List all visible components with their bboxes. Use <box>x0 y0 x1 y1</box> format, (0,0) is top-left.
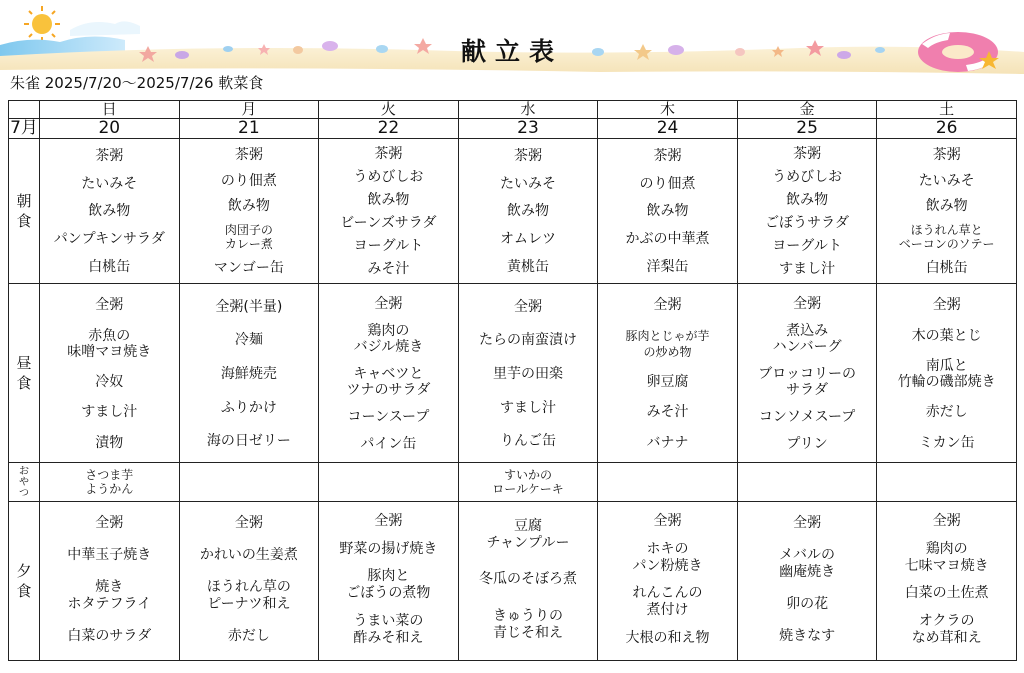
menu-items <box>319 139 458 283</box>
menu-item: 飲み物 <box>227 197 270 214</box>
lunch-cell <box>458 284 598 463</box>
day-of-week: 火 <box>319 101 459 119</box>
breakfast-cell <box>319 139 459 284</box>
snack-cell <box>598 463 738 502</box>
breakfast-cell <box>40 139 180 284</box>
menu-items <box>738 284 877 462</box>
menu-item: 全粥 <box>653 513 682 530</box>
menu-item: 全粥 <box>793 515 822 532</box>
menu-item: 鶏肉の 七味マヨ焼き <box>904 540 989 574</box>
menu-item: 冬瓜のそぼろ煮 <box>478 571 577 588</box>
menu-items <box>738 502 877 660</box>
menu-item: 茶粥 <box>513 148 542 165</box>
menu-items <box>459 502 598 660</box>
menu-items <box>40 502 179 660</box>
menu-items <box>459 463 598 501</box>
breakfast-label-text: 朝 食 <box>16 192 32 230</box>
menu-items <box>40 139 179 283</box>
day-date: 26 <box>877 119 1017 139</box>
dinner-cell <box>737 502 877 661</box>
menu-item: 赤だし <box>925 404 968 421</box>
menu-item: かれいの生姜煮 <box>199 547 298 564</box>
menu-item: 白桃缶 <box>925 259 968 276</box>
menu-item: ふりかけ <box>220 399 277 416</box>
menu-item: 飲み物 <box>786 192 829 208</box>
menu-item: 茶粥 <box>234 147 263 164</box>
dinner-cell <box>877 502 1017 661</box>
menu-items <box>459 284 598 462</box>
menu-item: のり佃煮 <box>639 175 696 192</box>
menu-item: メバルの 幽庵焼き <box>779 547 836 581</box>
menu-item: ヨーグルト <box>353 238 424 254</box>
menu-item: コーンスープ <box>347 409 430 426</box>
menu-item: 赤だし <box>227 627 270 644</box>
menu-item: 焼きなす <box>779 627 836 644</box>
day-of-week: 木 <box>598 101 738 119</box>
lunch-cell <box>40 284 180 463</box>
day-date: 21 <box>179 119 319 139</box>
menu-item: みそ汁 <box>367 261 410 277</box>
day-of-week: 水 <box>458 101 598 119</box>
menu-item: 飲み物 <box>506 203 549 220</box>
menu-items <box>180 284 319 462</box>
snack-label <box>9 463 40 502</box>
day-of-week: 土 <box>877 101 1017 119</box>
menu-item: すいかの ロールケーキ <box>492 468 564 496</box>
snack-cell <box>40 463 180 502</box>
menu-item: 茶粥 <box>95 148 124 165</box>
lunch-cell <box>319 284 459 463</box>
dinner-cell <box>179 502 319 661</box>
breakfast-cell <box>737 139 877 284</box>
menu-items <box>319 502 458 660</box>
menu-item: 全粥 <box>95 515 124 532</box>
menu-item: 全粥 <box>234 515 263 532</box>
menu-item: 飲み物 <box>367 192 410 208</box>
menu-items <box>598 284 737 462</box>
menu-item: 冷奴 <box>95 373 124 390</box>
menu-item: かぶの中華煮 <box>625 231 710 248</box>
dinner-label <box>9 502 40 661</box>
menu-item: ヨーグルト <box>772 238 842 254</box>
menu-item: たいみそ <box>81 175 138 192</box>
menu-item: 木の葉とじ <box>911 327 982 344</box>
menu-item: 煮込み ハンバーグ <box>772 322 842 355</box>
menu-item: たいみそ <box>499 175 556 192</box>
menu-item: 全粥 <box>793 295 822 312</box>
menu-items <box>180 502 319 660</box>
menu-item: 全粥(半量) <box>215 298 283 315</box>
menu-item: オムレツ <box>499 231 556 248</box>
menu-item: ほうれん草の ピーナツ和え <box>206 578 291 612</box>
menu-item: ほうれん草と ベーコンのソテー <box>898 223 995 252</box>
corner-cell <box>9 101 40 119</box>
menu-item: れんこんの 煮付け <box>632 585 703 619</box>
menu-item: たいみそ <box>918 172 975 189</box>
menu-item: すまし汁 <box>779 261 836 277</box>
menu-item: 冷麺 <box>234 332 263 349</box>
menu-item: りんご缶 <box>499 433 556 450</box>
breakfast-cell <box>598 139 738 284</box>
menu-items <box>319 463 458 501</box>
menu-items <box>877 284 1016 462</box>
day-of-week: 金 <box>737 101 877 119</box>
snack-label-text: お や つ <box>19 465 29 499</box>
menu-item: さつま芋 ようかん <box>85 468 134 496</box>
menu-items <box>738 463 877 501</box>
menu-item: 里芋の田楽 <box>492 365 563 382</box>
menu-item: マンゴー缶 <box>213 259 284 276</box>
menu-item: パイン缶 <box>360 436 417 453</box>
menu-item: 鶏肉の バジル焼き <box>353 322 424 355</box>
menu-item: 南瓜と 竹輪の磯部焼き <box>897 357 996 390</box>
menu-item: 中華玉子焼き <box>67 547 152 564</box>
menu-item: 全粥 <box>95 297 124 314</box>
menu-item: 茶粥 <box>932 147 961 164</box>
menu-item: 白桃缶 <box>88 258 131 275</box>
lunch-label <box>9 284 40 463</box>
dinner-cell <box>40 502 180 661</box>
lunch-cell <box>179 284 319 463</box>
menu-item: 肉団子の カレー煮 <box>224 223 273 252</box>
menu-item: 卯の花 <box>786 595 829 612</box>
month-label: 7月 <box>10 118 38 138</box>
menu-item: ごぼうサラダ <box>765 215 850 231</box>
menu-items <box>877 463 1016 501</box>
menu-item: パンプキンサラダ <box>53 231 165 248</box>
lunch-label-text: 昼 食 <box>16 354 32 392</box>
lunch-cell <box>737 284 877 463</box>
menu-item: 赤魚の 味噌マヨ焼き <box>67 327 152 360</box>
menu-item: オクラの なめ茸和え <box>911 612 982 646</box>
snack-cell <box>179 463 319 502</box>
menu-items <box>180 139 319 283</box>
menu-item: 野菜の揚げ焼き <box>339 540 438 557</box>
menu-item: 茶粥 <box>374 146 403 162</box>
menu-item: 飲み物 <box>646 203 689 220</box>
snack-cell <box>319 463 459 502</box>
menu-items <box>319 284 458 462</box>
menu-items <box>598 502 737 660</box>
menu-item: のり佃煮 <box>220 172 277 189</box>
menu-item: 焼き ホタテフライ <box>67 578 152 612</box>
menu-item: 豚肉とじゃが芋 の炒め物 <box>625 328 710 359</box>
menu-item: 全粥 <box>513 298 542 315</box>
menu-items <box>40 463 179 501</box>
menu-items <box>738 139 877 283</box>
menu-item: 全粥 <box>932 513 961 530</box>
breakfast-label <box>9 139 40 284</box>
menu-items <box>180 463 319 501</box>
breakfast-cell <box>458 139 598 284</box>
menu-item: 全粥 <box>932 297 961 314</box>
menu-item: 全粥 <box>374 295 403 312</box>
menu-item: 全粥 <box>374 513 403 530</box>
menu-table <box>8 100 1017 661</box>
menu-item: たらの南蛮漬け <box>478 332 577 349</box>
dinner-label-text: 夕 食 <box>16 562 32 600</box>
menu-item: ホキの パン粉焼き <box>632 540 703 574</box>
menu-item: ブロッコリーの サラダ <box>758 365 856 398</box>
menu-item: 卵豆腐 <box>646 373 689 390</box>
menu-item: 飲み物 <box>88 203 131 220</box>
menu-item: 全粥 <box>653 297 682 314</box>
menu-item: 海の日ゼリー <box>206 433 291 450</box>
day-date: 25 <box>737 119 877 139</box>
day-date: 20 <box>40 119 180 139</box>
menu-item: すまし汁 <box>81 404 138 421</box>
menu-items <box>40 284 179 462</box>
dinner-cell <box>319 502 459 661</box>
menu-item: きゅうりの 青じそ和え <box>492 608 563 642</box>
day-date: 24 <box>598 119 738 139</box>
dinner-cell <box>458 502 598 661</box>
menu-item: バナナ <box>646 434 689 451</box>
menu-items <box>459 139 598 283</box>
menu-items <box>598 139 737 283</box>
menu-item: 黄桃缶 <box>506 258 549 275</box>
menu-item: コンソメスープ <box>758 409 856 426</box>
menu-item: 大根の和え物 <box>625 629 710 646</box>
menu-item: うめびしお <box>772 169 843 185</box>
subtitle: 朱雀 2025/7/20〜2025/7/26 軟菜食 <box>10 74 264 92</box>
snack-cell <box>458 463 598 502</box>
day-date: 22 <box>319 119 459 139</box>
menu-item: キャベツと ツナのサラダ <box>346 365 431 398</box>
breakfast-cell <box>877 139 1017 284</box>
day-of-week: 月 <box>179 101 319 119</box>
menu-items <box>598 463 737 501</box>
menu-item: 白菜の土佐煮 <box>904 585 989 602</box>
menu-item: 飲み物 <box>925 197 968 214</box>
menu-item: すまし汁 <box>499 399 556 416</box>
menu-item: みそ汁 <box>646 404 689 421</box>
menu-item: 豆腐 チャンプルー <box>486 517 570 551</box>
menu-item: うまい菜の 酢みそ和え <box>353 612 424 646</box>
menu-item: 豚肉と ごぼうの煮物 <box>346 568 431 602</box>
menu-items <box>877 502 1016 660</box>
menu-item: 海鮮焼売 <box>220 365 277 382</box>
menu-items <box>877 139 1016 283</box>
menu-item: 漬物 <box>95 434 124 451</box>
menu-item: 白菜のサラダ <box>67 627 152 644</box>
snack-cell <box>737 463 877 502</box>
breakfast-cell <box>179 139 319 284</box>
menu-item: ビーンズサラダ <box>340 215 437 231</box>
menu-item: ミカン缶 <box>918 434 975 451</box>
menu-item: 洋梨缶 <box>646 258 689 275</box>
lunch-cell <box>877 284 1017 463</box>
page-title: 献立表 <box>460 37 563 66</box>
day-date: 23 <box>458 119 598 139</box>
day-of-week: 日 <box>40 101 180 119</box>
snack-cell <box>877 463 1017 502</box>
lunch-cell <box>598 284 738 463</box>
dinner-cell <box>598 502 738 661</box>
menu-item: うめびしお <box>353 169 424 185</box>
menu-item: プリン <box>786 436 828 453</box>
menu-item: 茶粥 <box>653 148 682 165</box>
menu-item: 茶粥 <box>793 146 822 162</box>
